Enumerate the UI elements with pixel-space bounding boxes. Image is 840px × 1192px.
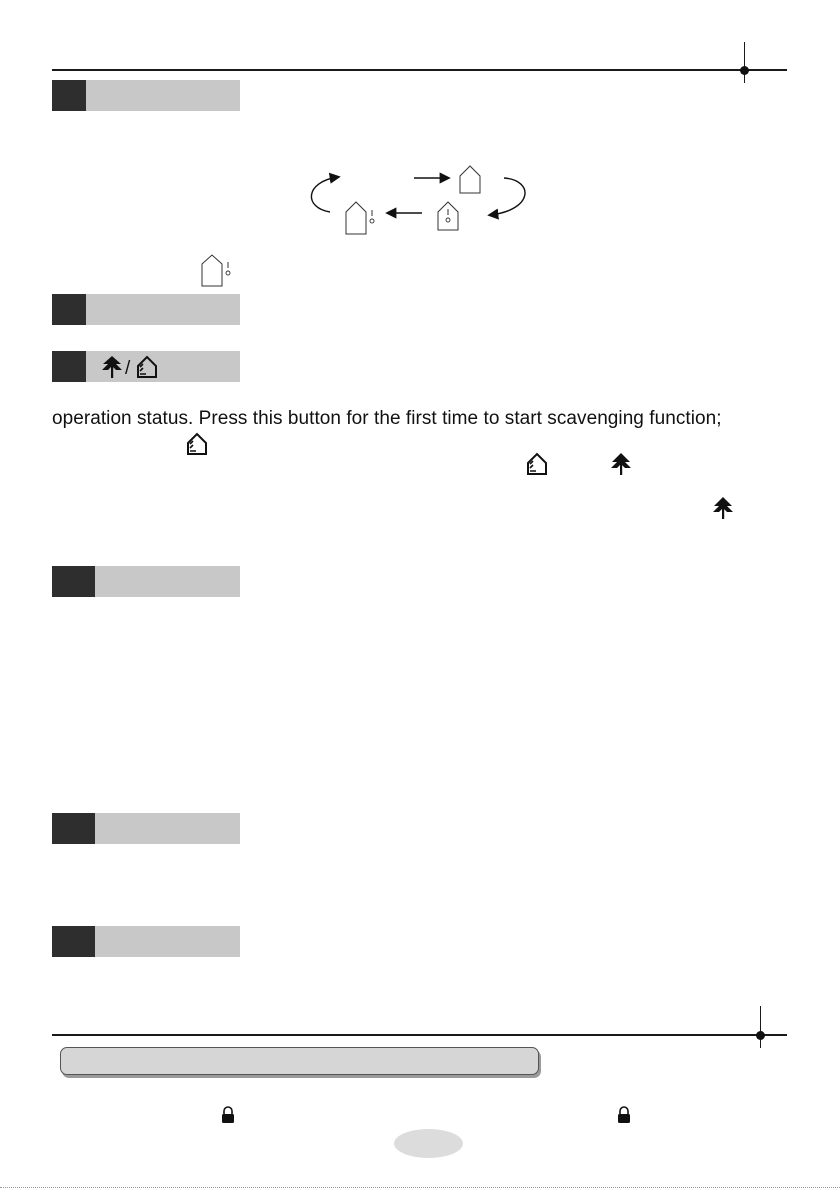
top-rule [52, 69, 787, 71]
crop-mark-top [744, 42, 745, 83]
section-number-block [52, 294, 86, 325]
section-header-6 [52, 926, 240, 957]
tree-icon [710, 496, 736, 520]
house-icon [460, 166, 480, 193]
section-number-block [52, 351, 86, 382]
mode-cycle-diagram [300, 160, 540, 240]
cycle-arrow-right [490, 178, 525, 215]
header-icons [100, 354, 160, 379]
section-number-block [52, 813, 95, 844]
house-large-icon [346, 202, 374, 234]
tree-icon [102, 356, 122, 378]
house-small-icon [438, 202, 458, 230]
section-banner [60, 1047, 539, 1075]
crop-mark-bottom [760, 1006, 761, 1048]
house-small-icon [198, 254, 238, 288]
scavenging-text: operation status. Press this button for the first time to start scavenging function; [52, 408, 722, 429]
house-fan-icon [526, 452, 550, 476]
tree-icon [608, 452, 634, 476]
section-header-2 [52, 294, 240, 325]
section-number-block [52, 80, 86, 111]
section-header-5 [52, 813, 240, 844]
crop-mark-top-dot [740, 66, 749, 75]
crop-mark-bottom-dot [756, 1031, 765, 1040]
section-header-3 [52, 351, 240, 382]
section-header-4 [52, 566, 240, 597]
section-number-block [52, 926, 95, 957]
lock-icon [617, 1106, 631, 1124]
section-header-1 [52, 80, 240, 111]
cycle-arrow-left [311, 177, 338, 212]
section-number-block [52, 566, 95, 597]
page-bottom-edge [0, 1187, 840, 1188]
svg-text:/: / [125, 358, 131, 379]
lock-icon [221, 1106, 235, 1124]
house-fan-icon [138, 357, 156, 377]
page-number-oval [394, 1129, 463, 1158]
house-fan-icon [186, 432, 210, 456]
bottom-rule [52, 1034, 787, 1036]
